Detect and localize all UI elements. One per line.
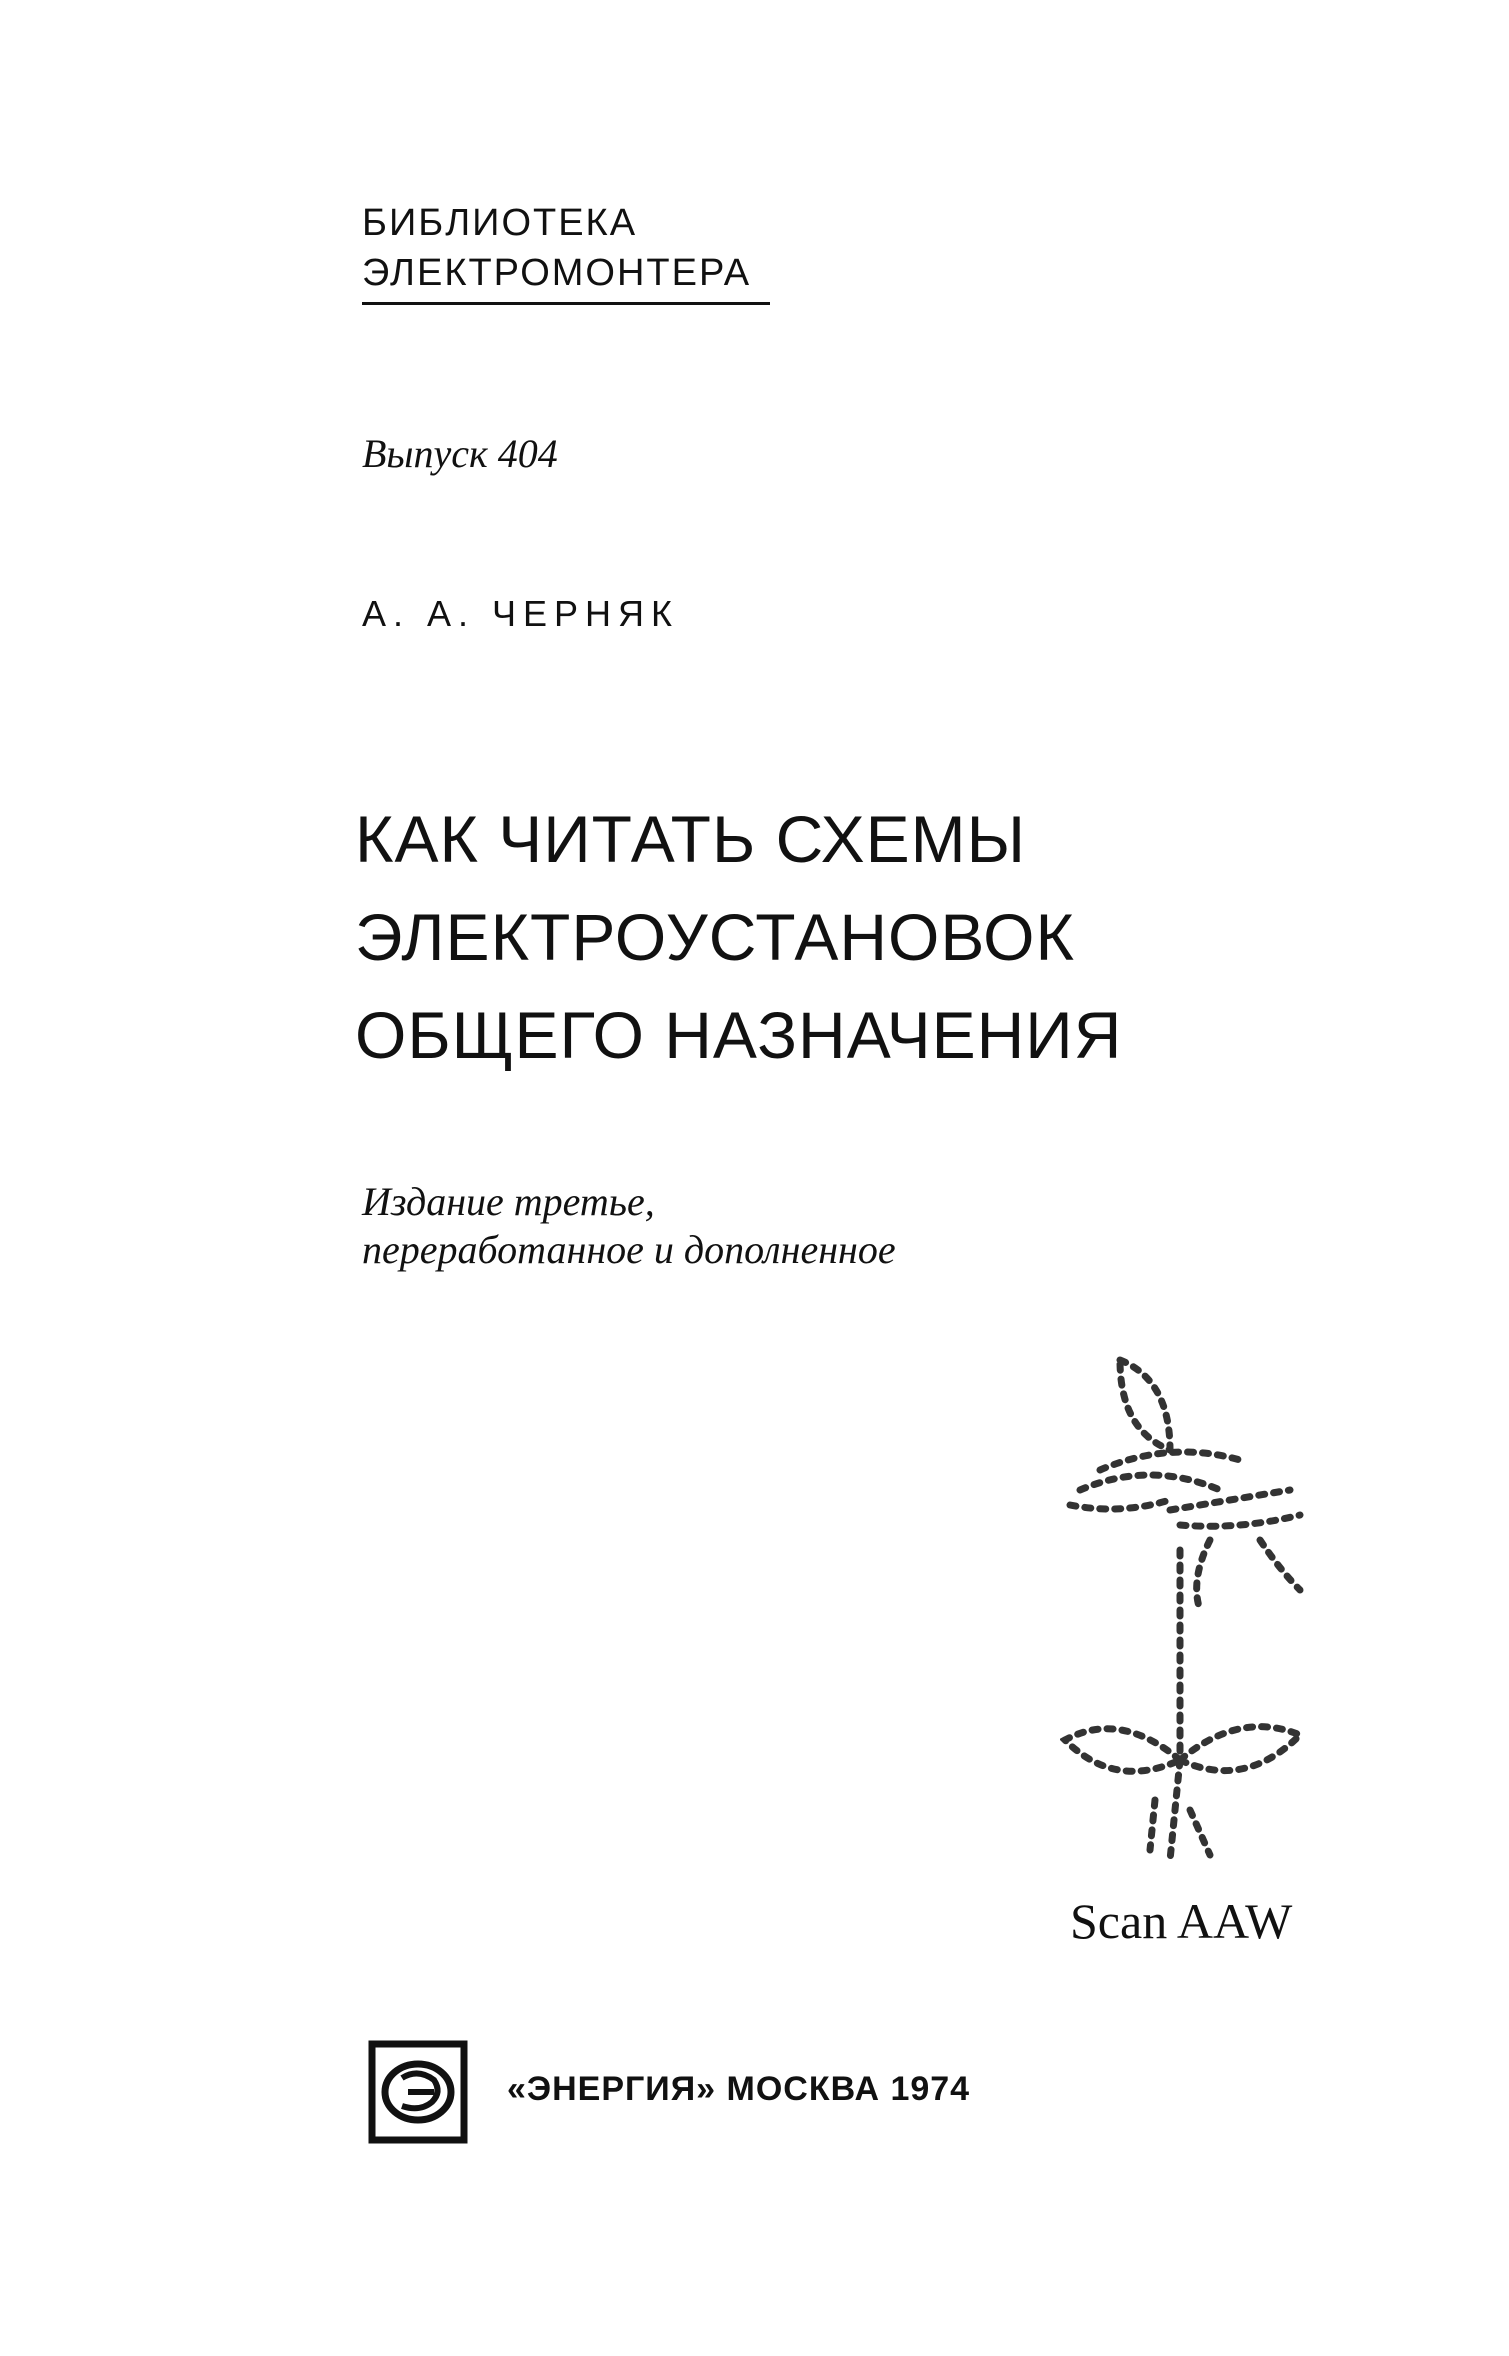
book-title-line-3: ОБЩЕГО НАЗНАЧЕНИЯ: [355, 998, 1123, 1072]
issue-number: Выпуск 404: [362, 431, 558, 476]
series-title-line-2: ЭЛЕКТРОМОНТЕРА: [362, 252, 752, 294]
book-title-line-1: КАК ЧИТАТЬ СХЕМЫ: [355, 802, 1027, 876]
book-title: [355, 790, 1122, 1084]
series-header: [362, 198, 774, 305]
edition-note-line-1: Издание третье,: [362, 1179, 655, 1224]
series-underline: [362, 302, 770, 305]
book-title-line-2: ЭЛЕКТРОУСТАНОВОК: [355, 900, 1075, 974]
scan-credit: Scan AAW: [1070, 1893, 1293, 1949]
author-name: А. А. ЧЕРНЯК: [362, 593, 680, 634]
edition-note: [362, 1178, 896, 1274]
series-title-line-1: БИБЛИОТЕКА: [362, 202, 638, 244]
publisher-imprint: «ЭНЕРГИЯ» МОСКВА 1974: [507, 2070, 971, 2108]
edition-note-line-2: переработанное и дополненное: [362, 1227, 896, 1272]
flower-sprout-icon: [1060, 1340, 1320, 1860]
energia-logo-icon: [368, 2040, 468, 2144]
